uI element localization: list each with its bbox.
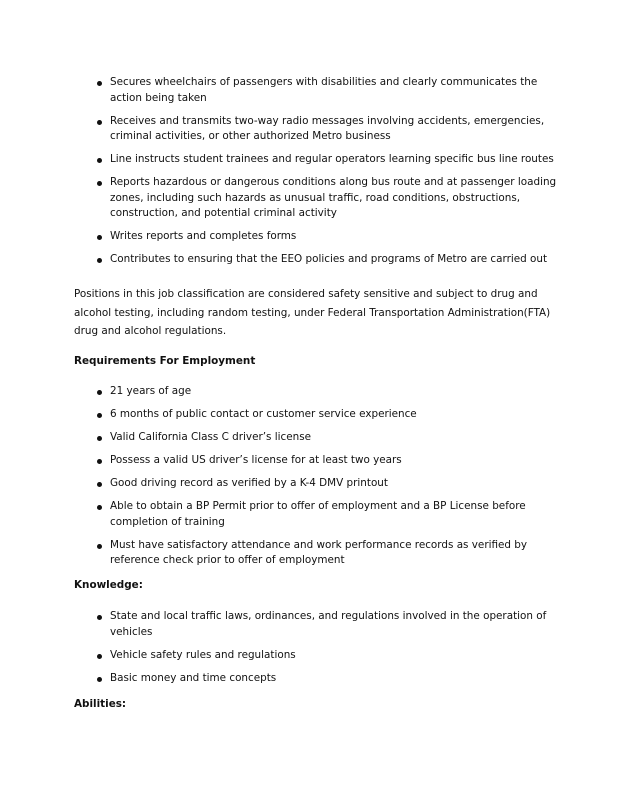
bullet-icon (97, 158, 102, 163)
list-item-text: Good driving record as verified by a K-4 DMV printout (110, 477, 388, 489)
knowledge-heading: Knowledge: (74, 579, 143, 591)
bullet-icon (97, 482, 102, 487)
bullet-icon (97, 390, 102, 395)
list-item (97, 671, 567, 687)
bullet-icon (97, 181, 102, 186)
bullet-icon (97, 459, 102, 464)
list-item-text: State and local traffic laws, ordinances, and regulations involved in the operation of vehicles (110, 610, 547, 638)
list-item-text: Basic money and time concepts (110, 671, 277, 684)
list-item-text: Must have satisfactory attendance and work performance records as verified by reference check prior to offer of employment (110, 538, 528, 566)
bullet-icon (97, 81, 102, 86)
list-item (97, 252, 567, 268)
list-item (97, 453, 567, 469)
list-item (97, 476, 567, 492)
bullet-icon (97, 544, 102, 549)
bullet-icon (97, 258, 102, 263)
list-item-text: Vehicle safety rules and regulations (110, 648, 296, 661)
bullet-icon (97, 413, 102, 418)
duties-list (97, 75, 567, 275)
list-item (97, 648, 567, 664)
requirements-heading: Requirements For Employment (74, 355, 256, 367)
list-item-text: Writes reports and completes forms (110, 230, 297, 242)
list-item (97, 499, 567, 530)
list-item (97, 407, 567, 423)
list-item-text: Secures wheelchairs of passengers with disabilities and clearly communicates the action being taken (110, 76, 538, 104)
requirements-list (97, 384, 567, 576)
list-item (97, 175, 567, 222)
bullet-icon (97, 235, 102, 240)
list-item-text: Line instructs student trainees and regular operators learning specific bus line routes (110, 153, 554, 165)
list-item-text: 21 years of age (110, 385, 192, 397)
list-item (97, 384, 567, 400)
list-item (97, 538, 567, 569)
list-item-text: Able to obtain a BP Permit prior to offer of employment and a BP License before completion of training (110, 500, 526, 528)
list-item (97, 609, 567, 640)
bullet-icon (97, 677, 102, 682)
list-item-text: 6 months of public contact or customer service experience (110, 408, 417, 420)
knowledge-list (97, 609, 567, 694)
bullet-icon (97, 505, 102, 510)
bullet-icon (97, 120, 102, 125)
safety-paragraph: Positions in this job classification are considered safety sensitive and subject to drug and alcohol testing, including random testing, under Federal Transportation Administration(FTA) drug and alcohol regulations. (74, 288, 551, 337)
list-item (97, 152, 567, 168)
list-item (97, 229, 567, 245)
list-item-text: Receives and transmits two-way radio messages involving accidents, emergencies, criminal activities, or other authorized Metro business (110, 114, 545, 142)
list-item-text: Possess a valid US driver’s license for at least two years (110, 454, 402, 466)
bullet-icon (97, 436, 102, 441)
bullet-icon (97, 615, 102, 620)
list-item (97, 114, 567, 145)
abilities-heading: Abilities: (74, 698, 127, 710)
list-item-text: Contributes to ensuring that the EEO policies and programs of Metro are carried out (110, 253, 548, 265)
list-item (97, 75, 567, 106)
list-item (97, 430, 567, 446)
list-item-text: Valid California Class C driver’s license (110, 431, 312, 443)
bullet-icon (97, 654, 102, 659)
list-item-text: Reports hazardous or dangerous conditions along bus route and at passenger loading zones, including such hazards as unusual traffic, road conditions, obstructions, construction, and potential criminal activity (110, 176, 557, 219)
